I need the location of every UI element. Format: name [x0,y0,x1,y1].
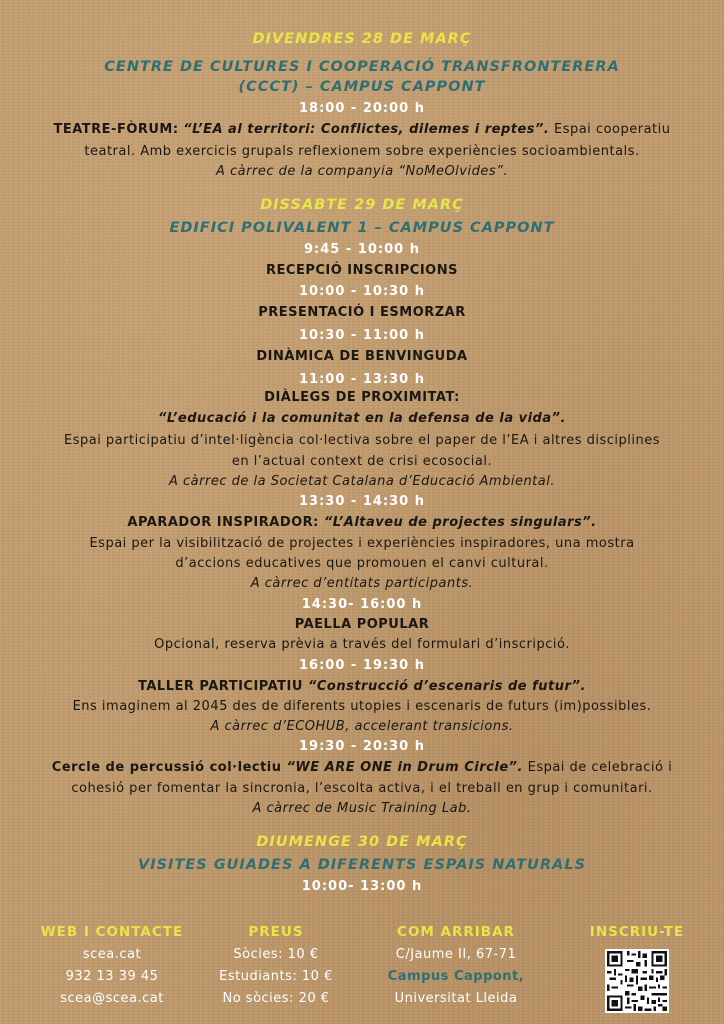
event-credit: A càrrec d’entitats participants. [250,576,474,591]
time-sunday: 10:00- 13:00 h [301,879,423,894]
website-link[interactable]: scea.cat [82,947,142,963]
time-slot: 9:45 - 10:00 h [304,242,420,257]
event-quote: “Construcció d’escenaris de futur”. [302,679,586,694]
day-heading-saturday: DISSABTE 29 DE MARÇ [260,197,464,213]
day-heading-sunday: DIUMENGE 30 DE MARÇ [256,834,468,850]
time-slot: 13:30 - 14:30 h [299,494,425,509]
time-slot: 11:00 - 13:30 h [299,372,425,387]
venue-friday-line-2: (CCCT) – CAMPUS CAPPONT [238,79,486,95]
event-desc-line: en l’actual context de crisi ecosocial. [231,454,493,469]
event-teatre-forum [0,122,724,138]
time-slot: 10:00 - 10:30 h [299,284,425,299]
qr-code-icon[interactable] [605,949,669,1013]
event-aparador [0,515,724,531]
event-title: Cercle de percussió col·lectiu [51,760,282,775]
event-desc-line: Ens imaginem al 2045 des de diferents utopies i escenaris de futurs (im)possibles. [72,699,652,714]
address-line: C/Jaume II, 67-71 [395,947,517,963]
event-title: RECEPCIÓ INSCRIPCIONS [266,263,458,278]
event-desc-line: cohesió per fomentar la sincronia, l’escolta activa, i el treball en grup i comunitari. [71,781,653,796]
time-slot: 19:30 - 20:30 h [299,739,425,754]
event-quote: “L’educació i la comunitat en la defensa de la vida”. [158,411,566,426]
event-credit: A càrrec d’ECOHUB, accelerant transicions. [210,719,514,734]
footer-heading: PREUS [248,924,304,940]
address-line: Universitat Lleida [394,991,518,1007]
email-link[interactable]: scea@scea.cat [60,991,164,1007]
price-line: Sòcies: 10 € [233,947,319,963]
event-quote: “L’Altaveu de projectes singulars”. [318,515,597,530]
event-desc: Espai de celebració i [522,760,673,775]
event-desc-line: Espai per la visibilització de projectes i experiències inspiradores, una mostra [89,536,635,551]
venue-friday-line-1: CENTRE DE CULTURES I COOPERACIÓ TRANSFRONTERERA [104,59,620,75]
event-desc-line: d’accions educatives que promouen el canvi cultural. [175,556,549,571]
price-line: Estudiants: 10 € [219,969,333,985]
time-friday: 18:00 - 20:00 h [299,101,425,116]
footer-directions [366,924,546,1010]
qr-code-graphic [605,949,669,1013]
address-line: Campus Cappont, [387,969,525,985]
event-desc-line: teatral. Amb exercicis grupals reflexionem sobre experiències socioambientals. [84,144,640,159]
event-title: TALLER PARTICIPATIU [137,679,303,694]
event-title: DINÀMICA DE BENVINGUDA [256,349,468,364]
event-credit: A càrrec de la Societat Catalana d’Educació Ambiental. [169,474,555,489]
event-quote: “L’EA al territori: Conflictes, dilemes i reptes”. [183,122,550,137]
event-desc: Espai cooperatiu [549,122,671,137]
footer-signup [562,924,712,940]
event-taller [0,679,724,695]
event-title: DIÀLEGS DE PROXIMITAT: [264,390,460,405]
footer-heading: WEB I CONTACTE [40,924,184,940]
event-title: APARADOR INSPIRADOR: [127,515,319,530]
event-title: TEATRE-FÒRUM: [53,122,179,137]
event-credit: A càrrec de la companyia “NoMeOlvides”. [216,164,508,179]
time-slot: 10:30 - 11:00 h [299,328,425,343]
event-quote: “WE ARE ONE in Drum Circle”. [281,760,523,775]
footer-prices [196,924,356,1010]
day-heading-friday: DIVENDRES 28 DE MARÇ [252,31,472,47]
event-title: PRESENTACIÓ I ESMORZAR [258,305,466,320]
phone-number[interactable]: 932 13 39 45 [65,969,159,985]
event-percussio [0,760,724,776]
price-line: No sòcies: 20 € [222,991,330,1007]
time-slot: 14:30- 16:00 h [301,597,423,612]
event-desc-line: Opcional, reserva prèvia a través del formulari d’inscripció. [154,637,570,652]
event-credit: A càrrec de Music Training Lab. [252,801,472,816]
footer-heading: COM ARRIBAR [397,924,515,940]
footer-web-contact [22,924,202,1010]
event-title: PAELLA POPULAR [294,617,430,632]
event-desc-line: Espai participatiu d’intel·ligència col·lectiva sobre el paper de l’EA i altres disciplines [63,433,660,448]
time-slot: 16:00 - 19:30 h [299,658,425,673]
footer-heading: INSCRIU-TE [589,924,685,940]
venue-sunday: VISITES GUIADES A DIFERENTS ESPAIS NATURALS [137,857,587,873]
venue-saturday: EDIFICI POLIVALENT 1 – CAMPUS CAPPONT [169,220,555,236]
